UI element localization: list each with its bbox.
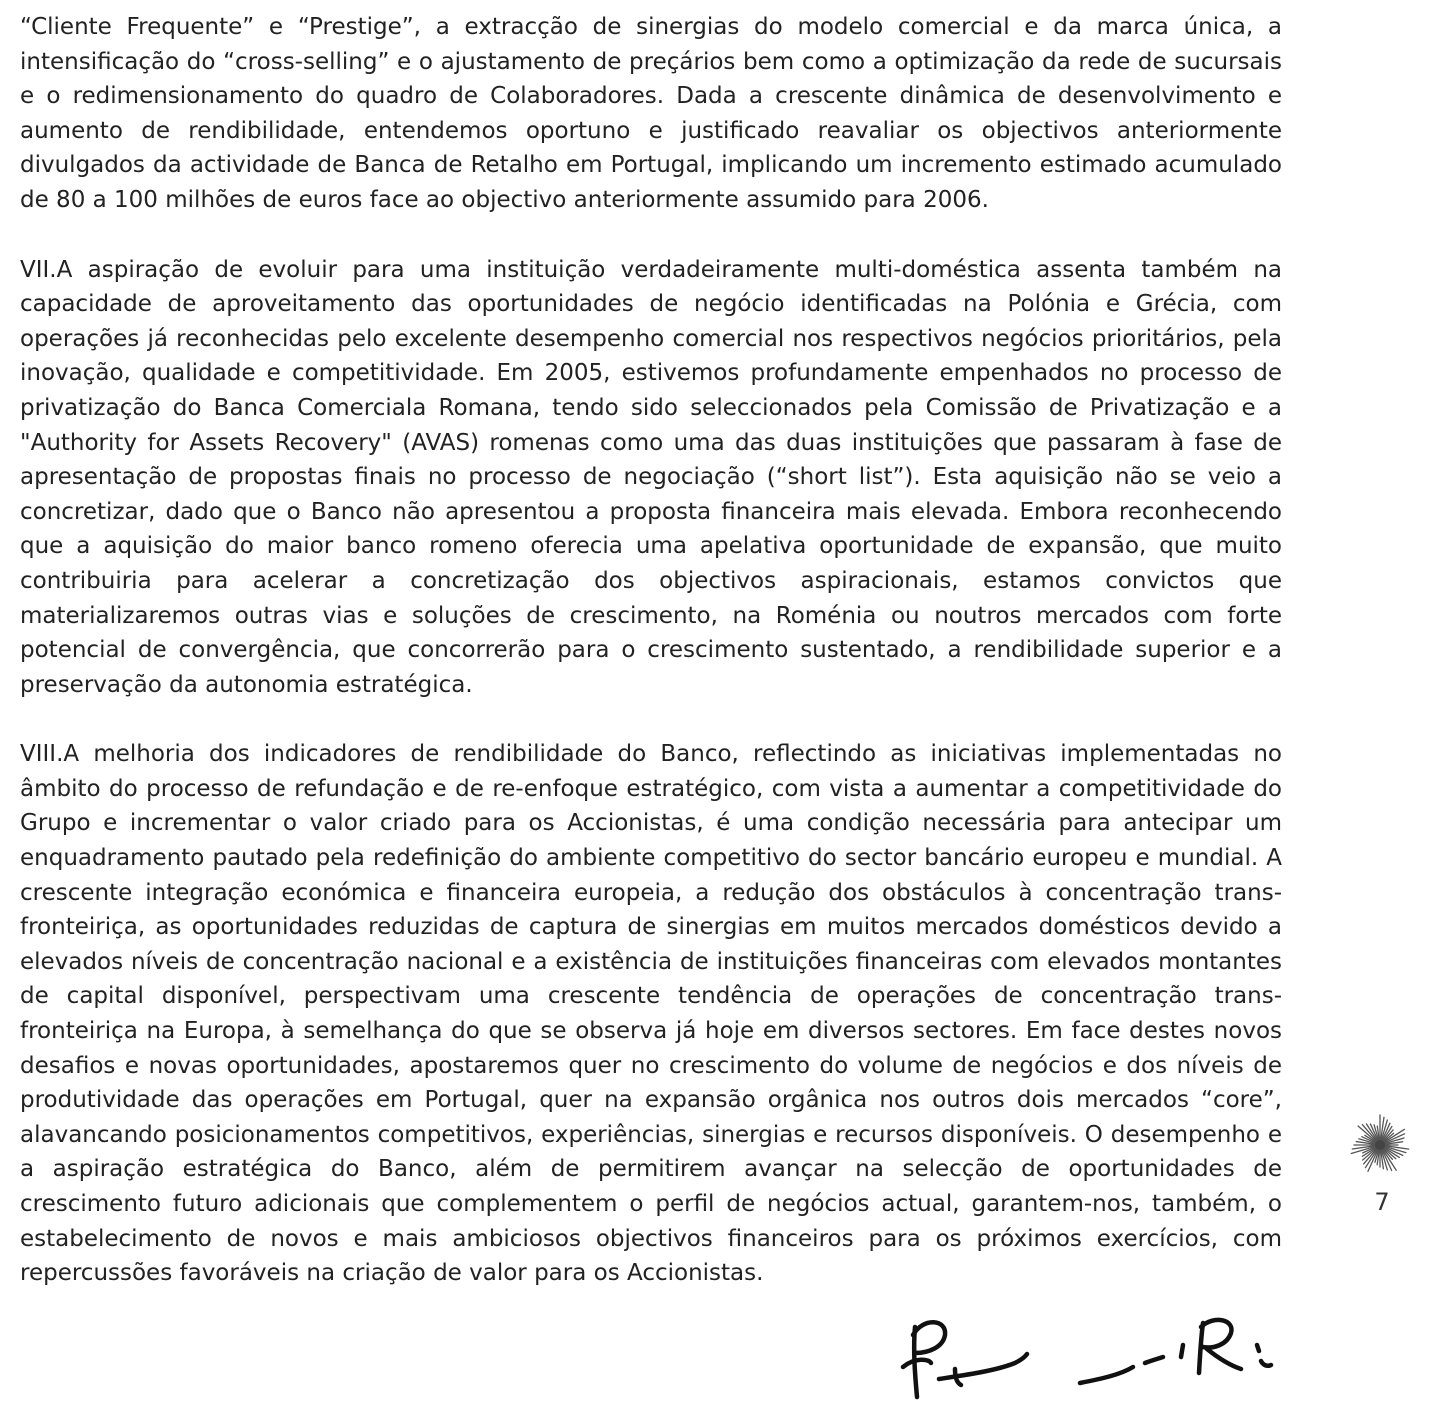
- section-number: VIII.: [20, 741, 64, 768]
- page-number: 7: [1374, 1188, 1390, 1216]
- starburst-icon: [1345, 1110, 1415, 1180]
- paragraph-text: “Cliente Frequente” e “Prestige”, a extracção de sinergias do modelo comercial e da marca única, a intensificação do “cross-selling” e o ajustamento de preçários bem como a optimização da rede de sucursais e o redimensionamento do quadro de Colaboradores. Dada a crescente dinâmica de desenvolvimento e aumento de rendibilidade, entendemos oportuno e justificado reavaliar os objectivos anteriormente divulgados da actividade de Banca de Retalho em Portugal, implicando um incremento estimado acumulado de 80 a 100 milhões de euros face ao objectivo anteriormente assumido para 2006.: [20, 14, 1282, 213]
- section-number: VII.: [20, 256, 57, 283]
- body-text: [20, 10, 1282, 1291]
- paragraph-text: A melhoria dos indicadores de rendibilidade do Banco, reflectindo as iniciativas implementadas no âmbito do processo de refundação e de re-enfoque estratégico, com vista a aumentar a competitividade do Grupo e incrementar o valor criado para os Accionistas, é uma condição necessária para antecipar um enquadramento pautado pela redefinição do ambiente competitivo do sector bancário europeu e mundial. A crescente integração económica e financeira europeia, a redução dos obstáculos à concentração trans-fronteiriça, as oportunidades reduzidas de captura de sinergias em muitos mercados domésticos devido a elevados níveis de concentração nacional e a existência de instituições financeiras com elevados montantes de capital disponível, perspectivam uma crescente tendência de operações de concentração trans-fronteiriça na Europa, à semelhança do que se observa já hoje em diversos sectores. Em face destes novos desafios e novas oportunidades, apostaremos quer no crescimento do volume de negócios e dos níveis de produtividade das operações em Portugal, quer na expansão orgânica nos outros dois mercados “core”, alavancando posicionamentos competitivos, experiências, sinergias e recursos disponíveis. O desempenho e a aspiração estratégica do Banco, além de permitirem avançar na selecção de oportunidades de crescimento futuro adicionais que complementem o perfil de negócios actual, garantem-nos, também, o estabelecimento de novos e mais ambiciosos objectivos financeiros para os próximos exercícios, com repercussões favoráveis na criação de valor para os Accionistas.: [20, 741, 1282, 1287]
- paragraph-continuation: [20, 10, 1282, 218]
- paragraph-vii: [20, 253, 1282, 703]
- signature-image: [895, 1305, 1295, 1405]
- paragraph-viii: [20, 737, 1282, 1291]
- paragraph-text: A aspiração de evoluir para uma instituição verdadeiramente multi-doméstica assenta também na capacidade de aproveitamento das oportunidades de negócio identificadas na Polónia e Grécia, com operações já reconhecidas pelo excelente desempenho comercial nos respectivos negócios prioritários, pela inovação, qualidade e competitividade. Em 2005, estivemos profundamente empenhados no processo de privatização do Banca Comerciala Romana, tendo sido seleccionados pela Comissão de Privatização e a "Authority for Assets Recovery" (AVAS) romenas como uma das duas instituições que passaram à fase de apresentação de propostas finais no processo de negociação (“short list”). Esta aquisição não se veio a concretizar, dado que o Banco não apresentou a proposta financeira mais elevada. Embora reconhecendo que a aquisição do maior banco romeno oferecia uma apelativa oportunidade de expansão, que muito contribuiria para acelerar a concretização dos objectivos aspiracionais, estamos convictos que materializaremos outras vias e soluções de crescimento, na Roménia ou noutros mercados com forte potencial de convergência, que concorrerão para o crescimento sustentado, a rendibilidade superior e a preservação da autonomia estratégica.: [20, 256, 1282, 698]
